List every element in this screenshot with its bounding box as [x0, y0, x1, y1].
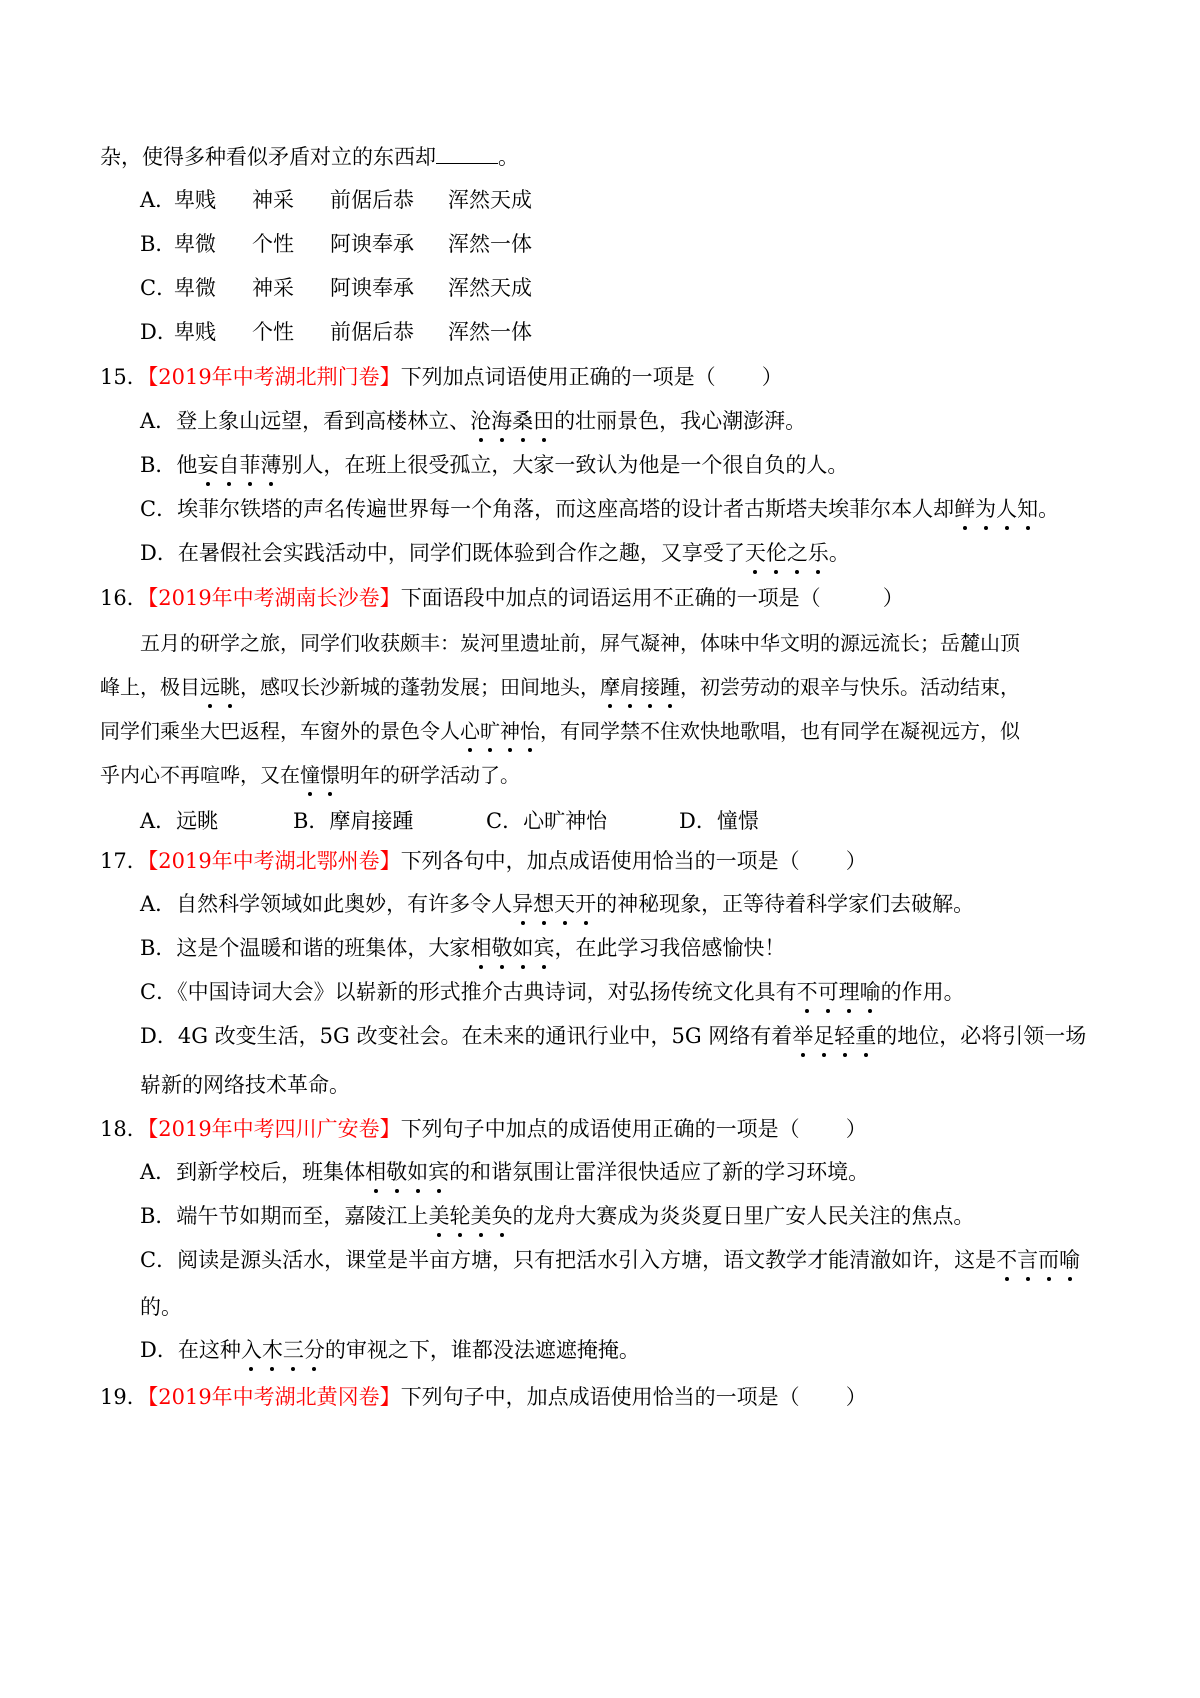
- dotted-word: [792, 1024, 876, 1048]
- dotted-word: [996, 1248, 1080, 1272]
- dotted-word: [470, 936, 554, 960]
- emphasis-char: 相: [470, 933, 491, 963]
- emphasis-char: 乐: [808, 538, 829, 568]
- emphasis-char: 人: [996, 494, 1017, 524]
- q17-option-b: B．这是个温暖和谐的班集体，大家相敬如宾，在此学习我倍感愉快！: [140, 933, 785, 963]
- emphasis-char: 为: [975, 494, 996, 524]
- q19-source: 【2019年中考湖北黄冈卷】: [147, 1385, 401, 1409]
- emphasis-char: 天: [554, 889, 575, 919]
- q14-option-c: C．卑微 神采 阿谀奉承 浑然天成: [140, 276, 532, 300]
- dotted-word: [365, 1160, 449, 1184]
- q19-stem: 19．【2019年中考湖北黄冈卷】下列句子中，加点成语使用恰当的一项是（ ）: [100, 1385, 867, 1409]
- emphasis-char: 沧: [470, 406, 491, 436]
- emphasis-char: 理: [839, 977, 860, 1007]
- emphasis-char: 异: [512, 889, 533, 919]
- q18-option-c-cont: 的。: [140, 1295, 182, 1319]
- q18-option-d: D．在这种入木三分的审视之下，谁都没法遮遮掩掩。: [140, 1335, 640, 1365]
- q15-stem: 15．【2019年中考湖北荆门卷】下列加点词语使用正确的一项是（ ）: [100, 365, 783, 389]
- emphasis-char: 自: [218, 450, 239, 480]
- dotted-word: [241, 1338, 325, 1362]
- emphasis-char: 不: [996, 1245, 1017, 1275]
- q15-option-d: D．在暑假社会实践活动中，同学们既体验到合作之趣，又享受了天伦之乐。: [140, 538, 850, 568]
- q15-option-a: A．登上象山远望，看到高楼林立、沧海桑田的壮丽景色，我心潮澎湃。: [140, 406, 806, 436]
- emphasis-char: 想: [533, 889, 554, 919]
- emphasis-char: 踵: [660, 672, 680, 702]
- emphasis-char: 桑: [512, 406, 533, 436]
- emphasis-char: 伦: [766, 538, 787, 568]
- emphasis-char: 入: [241, 1335, 262, 1365]
- emphasis-char: 言: [1017, 1245, 1038, 1275]
- dotted-word: [470, 409, 554, 433]
- dotted-word: [745, 541, 829, 565]
- dotted-word: [954, 497, 1038, 521]
- emphasis-char: 相: [365, 1157, 386, 1187]
- emphasis-char: 敬: [386, 1157, 407, 1187]
- emphasis-char: 神: [500, 716, 520, 746]
- q17-option-a: A．自然科学领域如此奥妙，有许多令人异想天开的神秘现象，正等待着科学家们去破解。: [140, 889, 974, 919]
- dotted-word: [512, 892, 596, 916]
- emphasis-char: 摩: [600, 672, 620, 702]
- emphasis-char: 宾: [428, 1157, 449, 1187]
- emphasis-char: 美: [470, 1201, 491, 1231]
- q16-options: A．远眺 B．摩肩接踵 C．心旷神怡 D．憧憬: [140, 809, 759, 833]
- emphasis-char: 肩: [620, 672, 640, 702]
- dotted-word: [200, 675, 240, 699]
- emphasis-char: 美: [428, 1201, 449, 1231]
- emphasis-char: 田: [533, 406, 554, 436]
- q17-option-d-cont: 崭新的网络技术革命。: [140, 1073, 350, 1097]
- q17-source: 【2019年中考湖北鄂州卷】: [147, 849, 401, 873]
- emphasis-char: 眺: [220, 672, 240, 702]
- emphasis-char: 重: [855, 1021, 876, 1051]
- emphasis-char: 菲: [239, 450, 260, 480]
- q18-option-b: B．端午节如期而至，嘉陵江上美轮美奂的龙舟大赛成为炎炎夏日里广安人民关注的焦点。: [140, 1201, 974, 1231]
- emphasis-char: 如: [512, 933, 533, 963]
- emphasis-char: 远: [200, 672, 220, 702]
- emphasis-char: 心: [460, 716, 480, 746]
- emphasis-char: 轻: [834, 1021, 855, 1051]
- q18-option-c: C．阅读是源头活水，课堂是半亩方塘，只有把活水引入方塘，语文教学才能清澈如许，这是不言而喻: [140, 1245, 1080, 1275]
- emphasis-char: 奂: [491, 1201, 512, 1231]
- q17-stem: 17．【2019年中考湖北鄂州卷】下列各句中，加点成语使用恰当的一项是（ ）: [100, 849, 867, 873]
- emphasis-char: 宾: [533, 933, 554, 963]
- q15-source: 【2019年中考湖北荆门卷】: [147, 365, 401, 389]
- answer-blank: [436, 145, 498, 164]
- q16-stem: 16．【2019年中考湖南长沙卷】下面语段中加点的词语运用不正确的一项是（ ）: [100, 586, 904, 610]
- q16-passage-line-3: 同学们乘坐大巴返程，车窗外的景色令人心旷神怡，有同学禁不住欢快地歌唱，也有同学在凝视远方，似: [100, 716, 1020, 746]
- emphasis-char: 鲜: [954, 494, 975, 524]
- q15-option-b: B．他妄自菲薄别人，在班上很受孤立，大家一致认为他是一个很自负的人。: [140, 450, 848, 480]
- q14-option-d: D．卑贱 个性 前倨后恭 浑然一体: [140, 320, 532, 344]
- q16-passage-line-1: 五月的研学之旅，同学们收获颇丰：炭河里遗址前，屏气凝神，体味中华文明的源远流长；岳麓山顶: [140, 631, 1020, 655]
- emphasis-char: 开: [575, 889, 596, 919]
- dotted-word: [428, 1204, 512, 1228]
- emphasis-char: 敬: [491, 933, 512, 963]
- emphasis-char: 喻: [860, 977, 881, 1007]
- q14-option-a: A．卑贱 神采 前倨后恭 浑然天成: [140, 188, 532, 212]
- emphasis-char: 可: [818, 977, 839, 1007]
- emphasis-char: 不: [797, 977, 818, 1007]
- emphasis-char: 怡: [520, 716, 540, 746]
- emphasis-char: 憬: [320, 760, 340, 790]
- emphasis-char: 如: [407, 1157, 428, 1187]
- q18-stem: 18．【2019年中考四川广安卷】下列句子中加点的成语使用正确的一项是（ ）: [100, 1117, 867, 1141]
- q15-option-c: C．埃菲尔铁塔的声名传遍世界每一个角落，而这座高塔的设计者古斯塔夫埃菲尔本人却鲜为人知。: [140, 494, 1059, 524]
- emphasis-char: 旷: [480, 716, 500, 746]
- emphasis-char: 薄: [260, 450, 281, 480]
- q16-source: 【2019年中考湖南长沙卷】: [147, 586, 401, 610]
- q16-passage-line-2: 峰上，极目远眺，感叹长沙新城的蓬勃发展；田间地头，摩肩接踵，初尝劳动的艰辛与快乐。活动结束，: [100, 672, 1020, 702]
- emphasis-char: 妄: [197, 450, 218, 480]
- emphasis-char: 喻: [1059, 1245, 1080, 1275]
- dotted-word: [460, 719, 540, 743]
- q18-source: 【2019年中考四川广安卷】: [147, 1117, 401, 1141]
- emphasis-char: 之: [787, 538, 808, 568]
- intro-line: 杂，使得多种看似矛盾对立的东西却 。: [100, 145, 519, 169]
- emphasis-char: 木: [262, 1335, 283, 1365]
- emphasis-char: 天: [745, 538, 766, 568]
- emphasis-char: 举: [792, 1021, 813, 1051]
- emphasis-char: 轮: [449, 1201, 470, 1231]
- q14-option-b: B．卑微 个性 阿谀奉承 浑然一体: [140, 232, 532, 256]
- emphasis-char: 足: [813, 1021, 834, 1051]
- emphasis-char: 知: [1017, 494, 1038, 524]
- q17-option-c: C．《中国诗词大会》以崭新的形式推介古典诗词，对弘扬传统文化具有不可理喻的作用。: [140, 977, 965, 1007]
- emphasis-char: 憧: [300, 760, 320, 790]
- emphasis-char: 分: [304, 1335, 325, 1365]
- dotted-word: [600, 675, 680, 699]
- dotted-word: [797, 980, 881, 1004]
- emphasis-char: 三: [283, 1335, 304, 1365]
- emphasis-char: 海: [491, 406, 512, 436]
- q16-passage-line-4: 乎内心不再喧哗，又在憧憬明年的研学活动了。: [100, 760, 520, 790]
- emphasis-char: 而: [1038, 1245, 1059, 1275]
- emphasis-char: 接: [640, 672, 660, 702]
- dotted-word: [197, 453, 281, 477]
- dotted-word: [300, 763, 340, 787]
- q17-option-d: D．4G 改变生活，5G 改变社会。在未来的通讯行业中，5G 网络有着举足轻重的地位，必将引领一场: [140, 1021, 1086, 1051]
- q18-option-a: A．到新学校后，班集体相敬如宾的和谐氛围让雷洋很快适应了新的学习环境。: [140, 1157, 869, 1187]
